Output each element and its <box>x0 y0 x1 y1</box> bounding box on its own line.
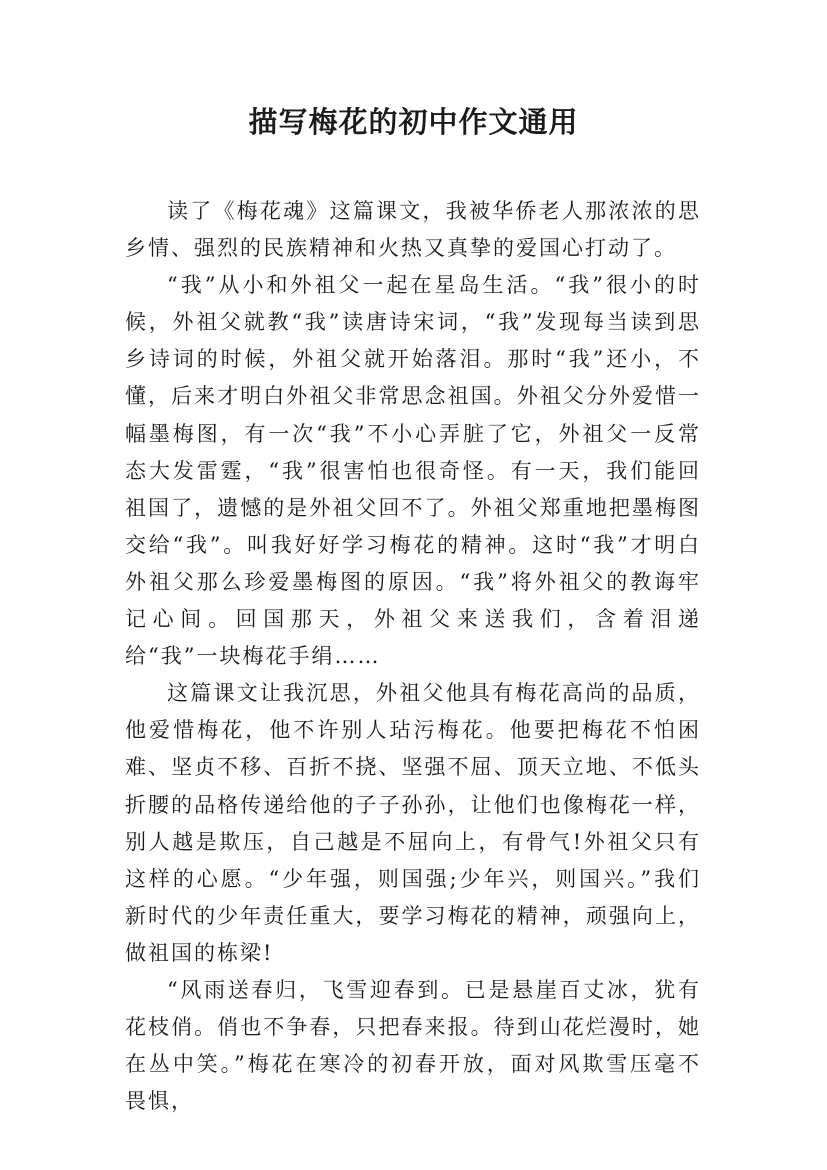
paragraph-1: 读了《梅花魂》这篇课文，我被华侨老人那浓浓的思乡情、强烈的民族精神和火热又真挚的爱国心打动了。 <box>125 199 701 261</box>
document-body <box>125 193 701 1120</box>
paragraph-3: 这篇课文让我沉思，外祖父他具有梅花高尚的品质，他爱惜梅花，他不许别人玷污梅花。他要把梅花不怕困难、坚贞不移、百折不挠、坚强不屈、顶天立地、不低头折腰的品格传递给他的子子孙孙，让他们也像梅花一样，别人越是欺压，自己越是不屈向上，有骨气!外祖父只有这样的心愿。“少年强，则国强;少年兴，则国兴。”我们新时代的少年责任重大，要学习梅花的精神，顽强向上，做祖国的栋梁! <box>125 681 701 965</box>
paragraph-4: “风雨送春归，飞雪迎春到。已是悬崖百丈冰，犹有花枝俏。俏也不争春，只把春来报。待到山花烂漫时，她在丛中笑。”梅花在寒冷的初春开放，面对风欺雪压毫不畏惧， <box>125 977 701 1114</box>
document-title: 描写梅花的初中作文通用 <box>248 105 579 139</box>
paragraph-2: “我”从小和外祖父一起在星岛生活。“我”很小的时候，外祖父就教“我”读唐诗宋词，“我”发现每当读到思乡诗词的时候，外祖父就开始落泪。那时“我”还小，不懂，后来才明白外祖父非常思念祖国。外祖父分外爱惜一幅墨梅图，有一次“我”不小心弄脏了它，外祖父一反常态大发雷霆，“我”很害怕也很奇怪。有一天，我们能回祖国了，遗憾的是外祖父回不了。外祖父郑重地把墨梅图交给“我”。叫我好好学习梅花的精神。这时“我”才明白外祖父那么珍爱墨梅图的原因。“我”将外祖父的教诲牢记心间。回国那天，外祖父来送我们，含着泪递给“我”一块梅花手绢…… <box>125 273 701 669</box>
